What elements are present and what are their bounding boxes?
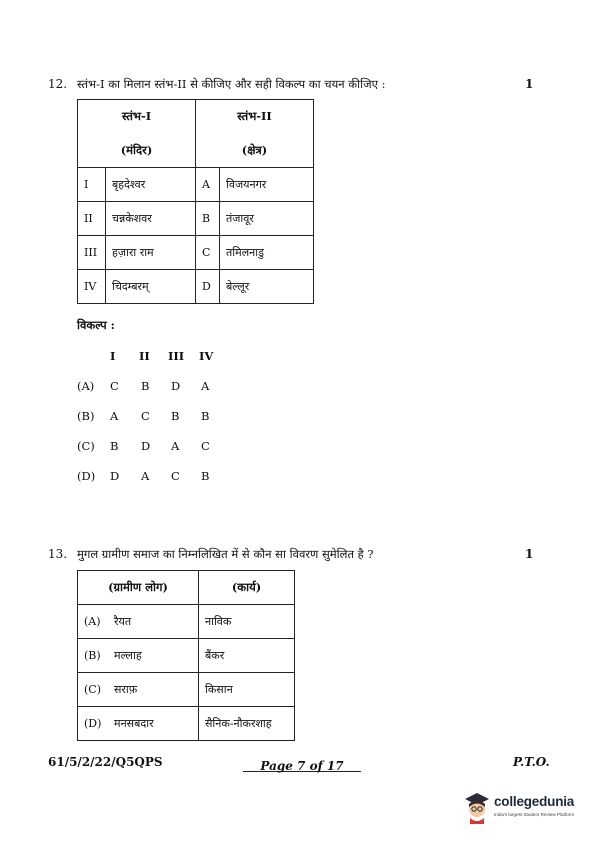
- q12-marks: 1: [525, 77, 534, 91]
- option-value: A: [201, 379, 210, 393]
- option-value: A: [141, 469, 150, 483]
- option-value: A: [110, 409, 119, 423]
- option-value: B: [110, 439, 119, 453]
- work-name: बैंकर: [199, 639, 295, 673]
- table-row: [78, 270, 314, 304]
- q13-marks: 1: [525, 547, 534, 561]
- people-cell: [78, 673, 199, 707]
- table-row: [78, 202, 314, 236]
- table-row: [78, 168, 314, 202]
- temple-name: चिदम्बरम्: [106, 270, 196, 304]
- q13-text: मुगल ग्रामीण समाज का निम्नलिखित में से कौन सा विवरण सुमेलित है ?: [77, 547, 374, 561]
- mascot-icon: [462, 790, 492, 824]
- people-cell: [78, 707, 199, 741]
- row-numeral: I: [78, 168, 106, 202]
- table-row: [78, 707, 295, 741]
- pto-label: P.T.O.: [513, 755, 550, 769]
- region-name: विजयनगर: [220, 168, 314, 202]
- page-number: Page 7 of 17: [260, 759, 344, 773]
- region-name: बेल्लूर: [220, 270, 314, 304]
- option-label: (C): [77, 439, 95, 453]
- q13-number: 13.: [48, 547, 68, 561]
- people-cell: [78, 605, 199, 639]
- option-value: C: [141, 409, 150, 423]
- people-name: रैयत: [114, 615, 132, 628]
- option-col-header: II: [139, 349, 150, 363]
- row-label: (A): [84, 615, 101, 628]
- row-label: (D): [84, 717, 102, 730]
- row-label: (C): [84, 683, 101, 696]
- option-value: B: [201, 469, 210, 483]
- region-name: तमिलनाडु: [220, 236, 314, 270]
- table-row: [78, 605, 295, 639]
- q12-number: 12.: [48, 77, 68, 91]
- row-numeral: II: [78, 202, 106, 236]
- row-numeral: IV: [78, 270, 106, 304]
- page-number-wrap: [243, 755, 361, 772]
- brand-name: collegedunia: [494, 794, 575, 809]
- people-name: मनसबदार: [114, 717, 154, 730]
- work-name: सैनिक-नौकरशाह: [199, 707, 295, 741]
- q13-match-table: [77, 570, 295, 741]
- option-label: (B): [77, 409, 95, 423]
- brand-tagline: India's largest Student Review Platform: [494, 812, 575, 817]
- options-label: विकल्प :: [77, 318, 115, 332]
- people-cell: [78, 639, 199, 673]
- table-row: [78, 236, 314, 270]
- option-col-header: III: [168, 349, 185, 363]
- option-value: D: [110, 469, 120, 483]
- option-col-header: I: [110, 349, 116, 363]
- option-value: D: [141, 439, 151, 453]
- option-label: (D): [77, 469, 96, 483]
- col1-subtitle: (मंदिर): [78, 134, 196, 168]
- option-col-header: IV: [199, 349, 214, 363]
- option-value: B: [171, 409, 180, 423]
- temple-name: हज़ारा राम: [106, 236, 196, 270]
- row-letter: C: [196, 236, 220, 270]
- temple-name: चन्नकेशवर: [106, 202, 196, 236]
- temple-name: बृहदेश्वर: [106, 168, 196, 202]
- option-value: A: [171, 439, 180, 453]
- people-name: मल्लाह: [114, 649, 142, 662]
- people-header: (ग्रामीण लोग): [78, 571, 199, 605]
- col1-title: स्तंभ-I: [78, 100, 196, 134]
- collegedunia-logo: [462, 788, 582, 828]
- option-value: C: [171, 469, 180, 483]
- row-numeral: III: [78, 236, 106, 270]
- region-name: तंजावूर: [220, 202, 314, 236]
- work-name: नाविक: [199, 605, 295, 639]
- row-letter: B: [196, 202, 220, 236]
- paper-code: 61/5/2/22/Q5QPS: [48, 755, 163, 769]
- option-value: C: [110, 379, 119, 393]
- q12-match-table: [77, 99, 314, 304]
- row-letter: A: [196, 168, 220, 202]
- option-label: (A): [77, 379, 95, 393]
- table-row: [78, 639, 295, 673]
- col2-title: स्तंभ-II: [196, 100, 314, 134]
- work-name: किसान: [199, 673, 295, 707]
- q12-text: स्तंभ-I का मिलान स्तंभ-II से कीजिए और सही विकल्प का चयन कीजिए :: [77, 77, 386, 91]
- table-row: [78, 673, 295, 707]
- people-name: सराफ़: [114, 683, 138, 696]
- work-header: (कार्य): [199, 571, 295, 605]
- option-value: B: [201, 409, 210, 423]
- row-letter: D: [196, 270, 220, 304]
- option-value: B: [141, 379, 150, 393]
- option-value: C: [201, 439, 210, 453]
- option-value: D: [171, 379, 181, 393]
- col2-subtitle: (क्षेत्र): [196, 134, 314, 168]
- row-label: (B): [84, 649, 101, 662]
